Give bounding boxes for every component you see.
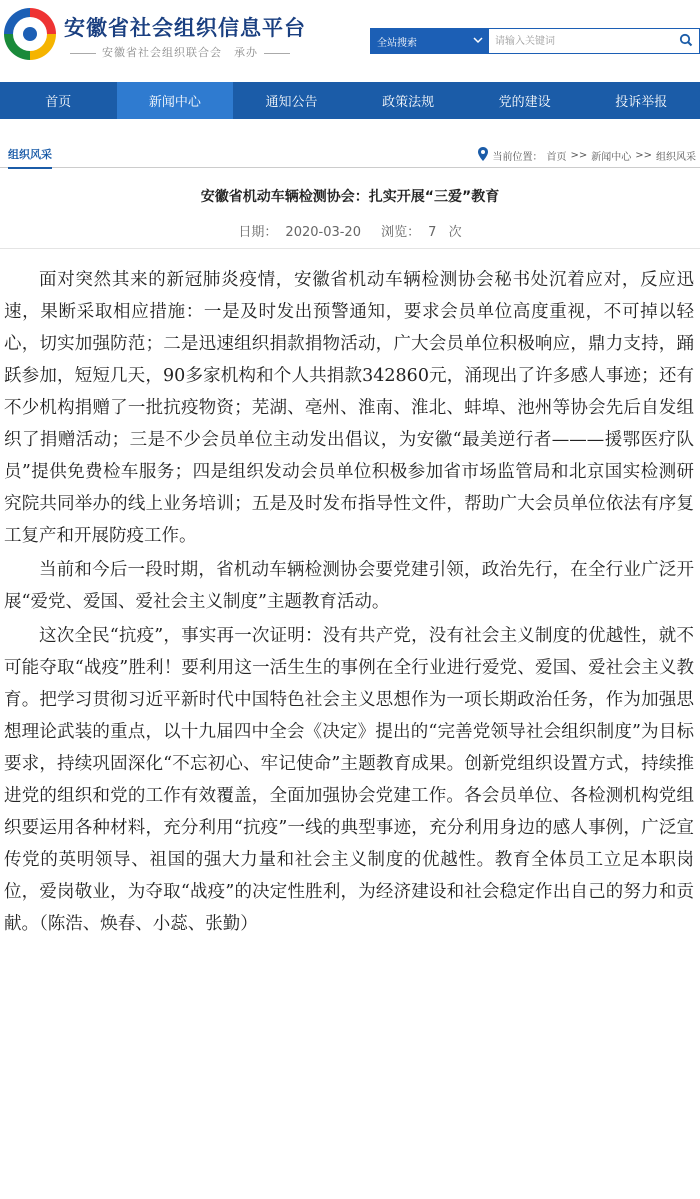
date-label: 日期： <box>238 225 278 240</box>
nav-item-party[interactable]: 党的建设 <box>498 95 551 110</box>
article-paragraph: 面对突然其来的新冠肺炎疫情，安徽省机动车辆检测协会秘书处沉着应对，反应迅速，果断采取相应措施：一是及时发出预警通知，要求会员单位高度重视，不可掉以轻心，切实加强防范；二是迅速组织捐款捐物活动，广大会员单位积极响应，鼎力支持，踊跃参加，短短几天，90多家机构和个人共捐款342860元，涌现出了许多感人事迹；还有不少机构捐赠了一批抗疫物资；芜湖、亳州、淮南、淮北、蚌埠、池州等协会先后自发组织了捐赠活动；三是不少会员单位主动发出倡议，为安徽“最美逆行者———援鄂医疗队员”提供免费检车服务；四是组织发动会员单位积极参加省市场监管局和北京国实检测研究院共同举办的线上业务培训；五是及时发布指导性文件，帮助广大会员单位依法有序复工复产和开展防疫工作。 <box>4 270 694 546</box>
subtitle-dash-left <box>70 53 96 54</box>
search-scope-select[interactable] <box>371 29 489 53</box>
article-meta <box>0 221 700 240</box>
logo-mark <box>23 27 37 41</box>
nav-item-policies[interactable]: 政策法规 <box>382 95 435 110</box>
site-subtitle <box>64 44 296 60</box>
search-scope-label: 全站搜索 <box>377 37 417 49</box>
site-header <box>0 0 700 82</box>
chevron-down-icon <box>473 36 483 47</box>
breadcrumb-current[interactable]: 组织风采 <box>656 152 696 163</box>
breadcrumb-home[interactable]: 首页 <box>546 152 567 163</box>
breadcrumb-news[interactable]: 新闻中心 <box>591 152 632 163</box>
main-nav <box>0 82 700 119</box>
nav-item-news[interactable]: 新闻中心 <box>117 82 234 119</box>
search-icon <box>679 32 693 51</box>
article-body <box>4 264 694 942</box>
search-input[interactable] <box>489 29 673 53</box>
nav-item-home[interactable]: 首页 <box>45 95 72 110</box>
breadcrumb-separator: >> <box>570 150 588 161</box>
views-field <box>377 225 465 240</box>
views-label: 浏览： <box>381 225 421 240</box>
article-paragraph: 这次全民“抗疫”，事实再一次证明：没有共产党，没有社会主义制度的优越性，就不可能夺取“战疫”胜利！要利用这一活生生的事例在全行业进行爱党、爱国、爱社会主义教育。把学习贯彻习近平新时代中国特色社会主义思想作为一项长期政治任务，作为加强思想理论武装的重点，以十九届四中全会《决定》提出的“完善党领导社会组织制度”为目标要求，持续巩固深化“不忘初心、牢记使命”主题教育成果。创新党组织设置方式，持续推进党的组织和党的工作有效覆盖，全面加强协会党建工作。各会员单位、各检测机构党组织要运用各种材料，充分利用“抗疫”一线的典型事迹，充分利用身边的感人事例，广泛宣传党的英明领导、祖国的强大力量和社会主义制度的优越性。教育全体员工立足本职岗位，爱岗敬业，为夺取“战疫”的决定性胜利，为经济建设和社会稳定作出自己的努力和贡献。（陈浩、焕春、小蕊、张勤） <box>4 626 694 934</box>
breadcrumb-bar <box>0 146 700 168</box>
breadcrumb-separator: >> <box>635 150 652 161</box>
article-date: 2020-03-20 <box>285 225 361 240</box>
logo-inner <box>13 17 47 51</box>
site-logo[interactable] <box>4 8 56 60</box>
breadcrumb <box>478 147 696 164</box>
nav-item-complaints[interactable]: 投诉举报 <box>615 95 668 110</box>
nav-item-notices[interactable]: 通知公告 <box>265 95 318 110</box>
site-title[interactable]: 安徽省社会组织信息平台 <box>64 16 306 40</box>
view-count: 7 <box>428 225 437 240</box>
subtitle-dash-right <box>264 53 290 54</box>
meta-divider <box>0 248 700 249</box>
subtitle-text: 安徽省社会组织联合会 承办 <box>102 46 258 59</box>
location-pin-icon <box>478 147 488 164</box>
section-tab[interactable]: 组织风采 <box>8 146 52 169</box>
views-unit: 次 <box>448 225 462 240</box>
breadcrumb-label: 当前位置： <box>492 152 543 163</box>
search-button[interactable] <box>673 29 699 53</box>
article-title: 安徽省机动车辆检测协会：扎实开展“三爱”教育 <box>200 189 500 205</box>
search-box <box>370 28 700 54</box>
article-paragraph: 当前和今后一段时期，省机动车辆检测协会要党建引领，政治先行，在全行业广泛开展“爱党、爱国、爱社会主义制度”主题教育活动。 <box>4 560 694 612</box>
date-field <box>234 225 365 240</box>
